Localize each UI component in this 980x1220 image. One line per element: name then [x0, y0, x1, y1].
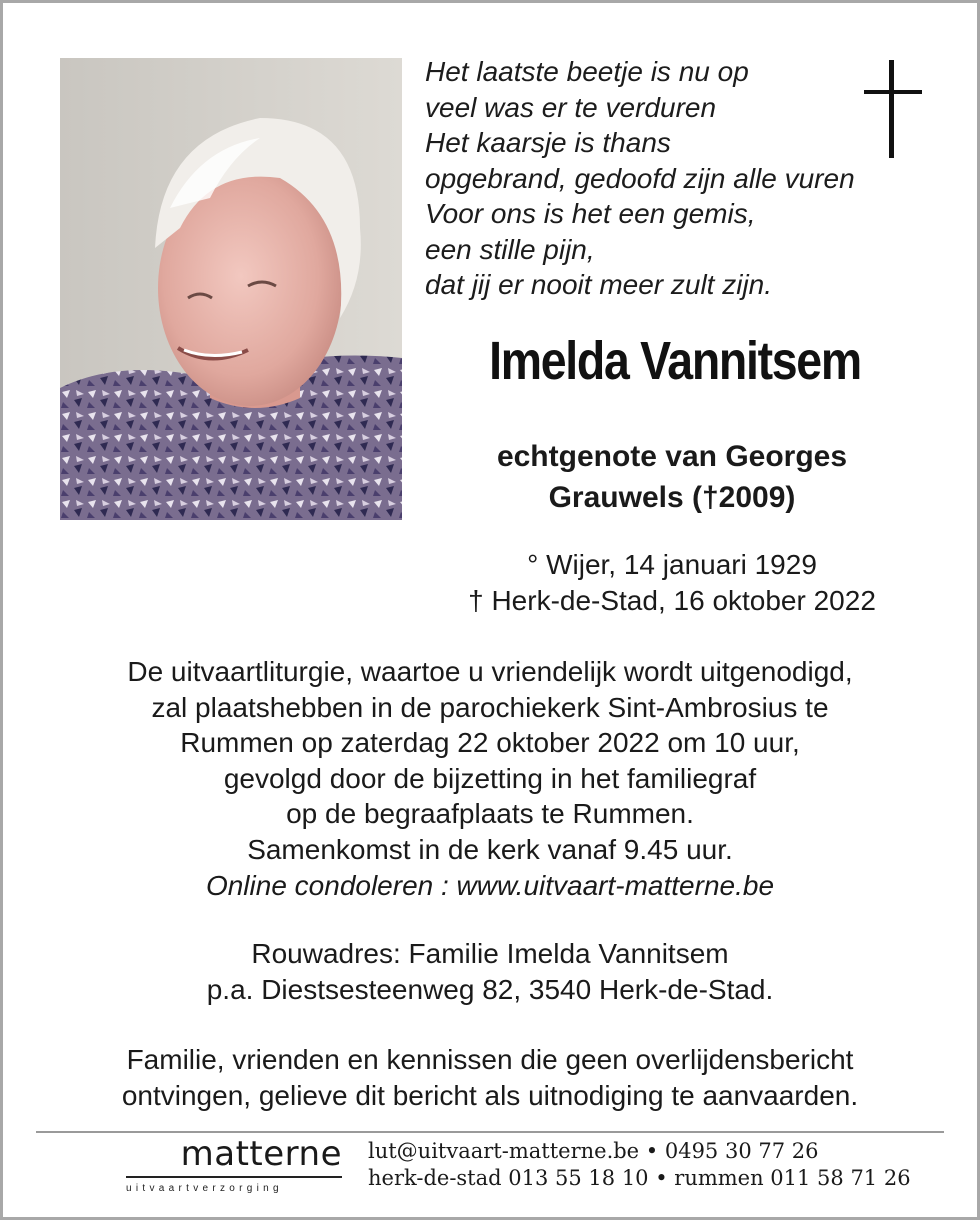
poem-line: Het laatste beetje is nu op [425, 56, 749, 87]
matterne-logo [126, 1134, 342, 1200]
portrait-photo [60, 58, 402, 520]
poem-line: een stille pijn, [425, 233, 595, 265]
poem-line: dat jij er nooit meer zult zijn. [425, 269, 773, 300]
ceremony-line: Rummen op zaterdag 22 oktober 2022 om 10 uur, [180, 727, 800, 759]
poem-line: Voor ons is het een gemis, [425, 198, 756, 229]
closing-line: ontvingen, gelieve dit bericht als uitnodiging te aanvaarden. [121, 1080, 859, 1111]
ceremony-line: gevolgd door de bijzetting in het familiegraf [223, 762, 757, 794]
ceremony-line: Samenkomst in de kerk vanaf 9.45 uur. [247, 833, 733, 865]
ceremony-line: op de begraafplaats te Rummen. [286, 798, 694, 830]
life-dates [412, 547, 932, 619]
cross-icon [864, 60, 922, 160]
online-condolence-link[interactable]: Online condoleren : www.uitvaart-matterne.be [205, 869, 775, 901]
logo-rule [126, 1176, 342, 1178]
birth-date: ° Wijer, 14 januari 1929 [527, 549, 817, 580]
poem-line: opgebrand, gedoofd zijn alle vuren [425, 162, 855, 194]
address-line: Rouwadres: Familie Imelda Vannitsem [251, 938, 729, 969]
footer-divider [36, 1131, 944, 1133]
ceremony-line: De uitvaartliturgie, waartoe u vriendelijk wordt uitgenodigd, [127, 656, 853, 687]
contact-info [368, 1138, 948, 1192]
deceased-name: Imelda Vannitsem [489, 331, 861, 391]
spouse-line: echtgenote van Georges [496, 440, 848, 473]
closing-note [40, 1042, 940, 1114]
spouse-line: Grauwels (†2009) [548, 481, 796, 514]
death-date: † Herk-de-Stad, 16 oktober 2022 [468, 585, 876, 616]
spouse-info [412, 436, 932, 518]
closing-line: Familie, vrienden en kennissen die geen overlijdensbericht [126, 1044, 854, 1075]
logo-name: matterne [180, 1134, 342, 1174]
ceremony-line: zal plaatshebben in de parochiekerk Sint-Ambrosius te [151, 691, 829, 723]
logo-subtitle: uitvaartverzorging [126, 1183, 283, 1194]
mourning-address [40, 936, 940, 1007]
contact-line: herk-de-stad 013 55 18 10 • rummen 011 58 71 26 [368, 1166, 911, 1190]
contact-line[interactable]: lut@uitvaart-matterne.be • 0495 30 77 26 [368, 1139, 819, 1163]
poem-line: Het kaarsje is thans [425, 127, 671, 158]
ceremony-text [40, 654, 940, 903]
poem-line: veel was er te verduren [425, 91, 717, 123]
address-line: p.a. Diestsesteenweg 82, 3540 Herk-de-Stad. [206, 973, 774, 1005]
